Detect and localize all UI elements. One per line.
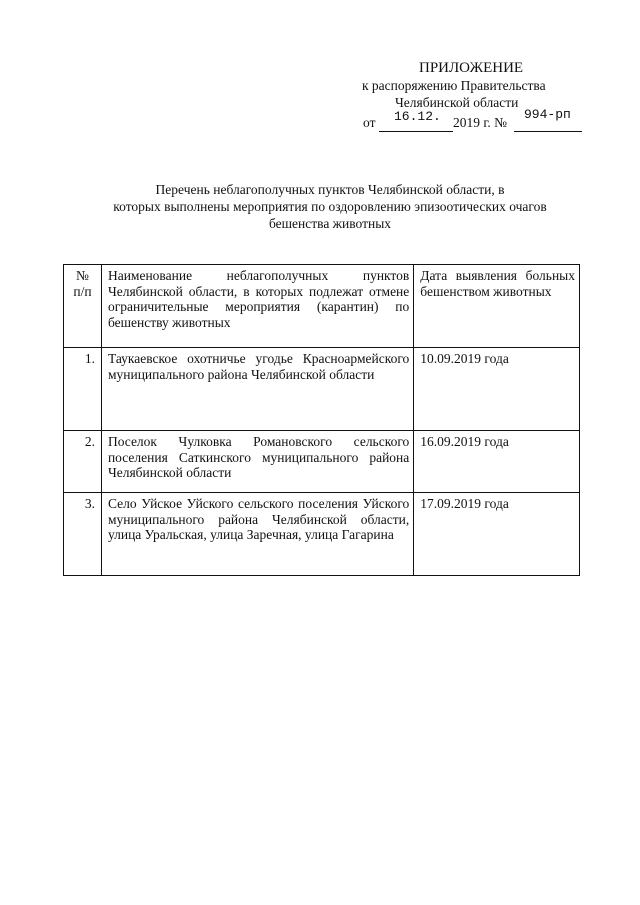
header-date: Дата выявления больных бешенством животных bbox=[414, 265, 580, 348]
table-row bbox=[64, 493, 580, 576]
appendix-title: ПРИЛОЖЕНИЕ bbox=[419, 60, 524, 76]
row-date: 17.09.2019 года bbox=[414, 493, 580, 576]
row-num: 1. bbox=[64, 348, 102, 431]
number-value: 994-рп bbox=[524, 107, 571, 122]
row-name: Поселок Чулковка Романовского сельского поселения Саткинского муниципального района Челябинской области bbox=[101, 431, 413, 493]
appendix-header bbox=[0, 0, 640, 140]
appendix-line-1: к распоряжению Правительства bbox=[362, 78, 546, 93]
date-value: 16.12. bbox=[394, 109, 441, 124]
appendix-line-2: Челябинской области bbox=[395, 95, 519, 110]
row-num: 3. bbox=[64, 493, 102, 576]
year-number-label: 2019 г. № bbox=[453, 115, 508, 130]
title-line-3: бешенства животных bbox=[268, 216, 392, 231]
from-label: от bbox=[363, 115, 376, 130]
row-name: Село Уйское Уйского сельского поселения Уйского муниципального района Челябинской области, улица Уральская, улица Заречная, улица Гагарина bbox=[101, 493, 413, 576]
row-date: 16.09.2019 года bbox=[414, 431, 580, 493]
outbreak-table bbox=[63, 264, 580, 576]
row-num: 2. bbox=[64, 431, 102, 493]
table-row bbox=[64, 431, 580, 493]
title-line-1: Перечень неблагополучных пунктов Челябинской области, в bbox=[155, 182, 505, 197]
header-num: № п/п bbox=[64, 265, 102, 348]
row-date: 10.09.2019 года bbox=[414, 348, 580, 431]
row-name: Таукаевское охотничье угодье Красноармейского муниципального района Челябинской области bbox=[101, 348, 413, 431]
table-row bbox=[64, 348, 580, 431]
document-title bbox=[60, 181, 600, 232]
header-name: Наименование неблагополучных пунктов Челябинской области, в которых подлежат отмене ограничительные мероприятия (карантин) по бешенству животных bbox=[101, 265, 413, 348]
title-line-2: которых выполнены мероприятия по оздоровлению эпизоотических очагов bbox=[113, 199, 547, 214]
table-header-row bbox=[64, 265, 580, 348]
